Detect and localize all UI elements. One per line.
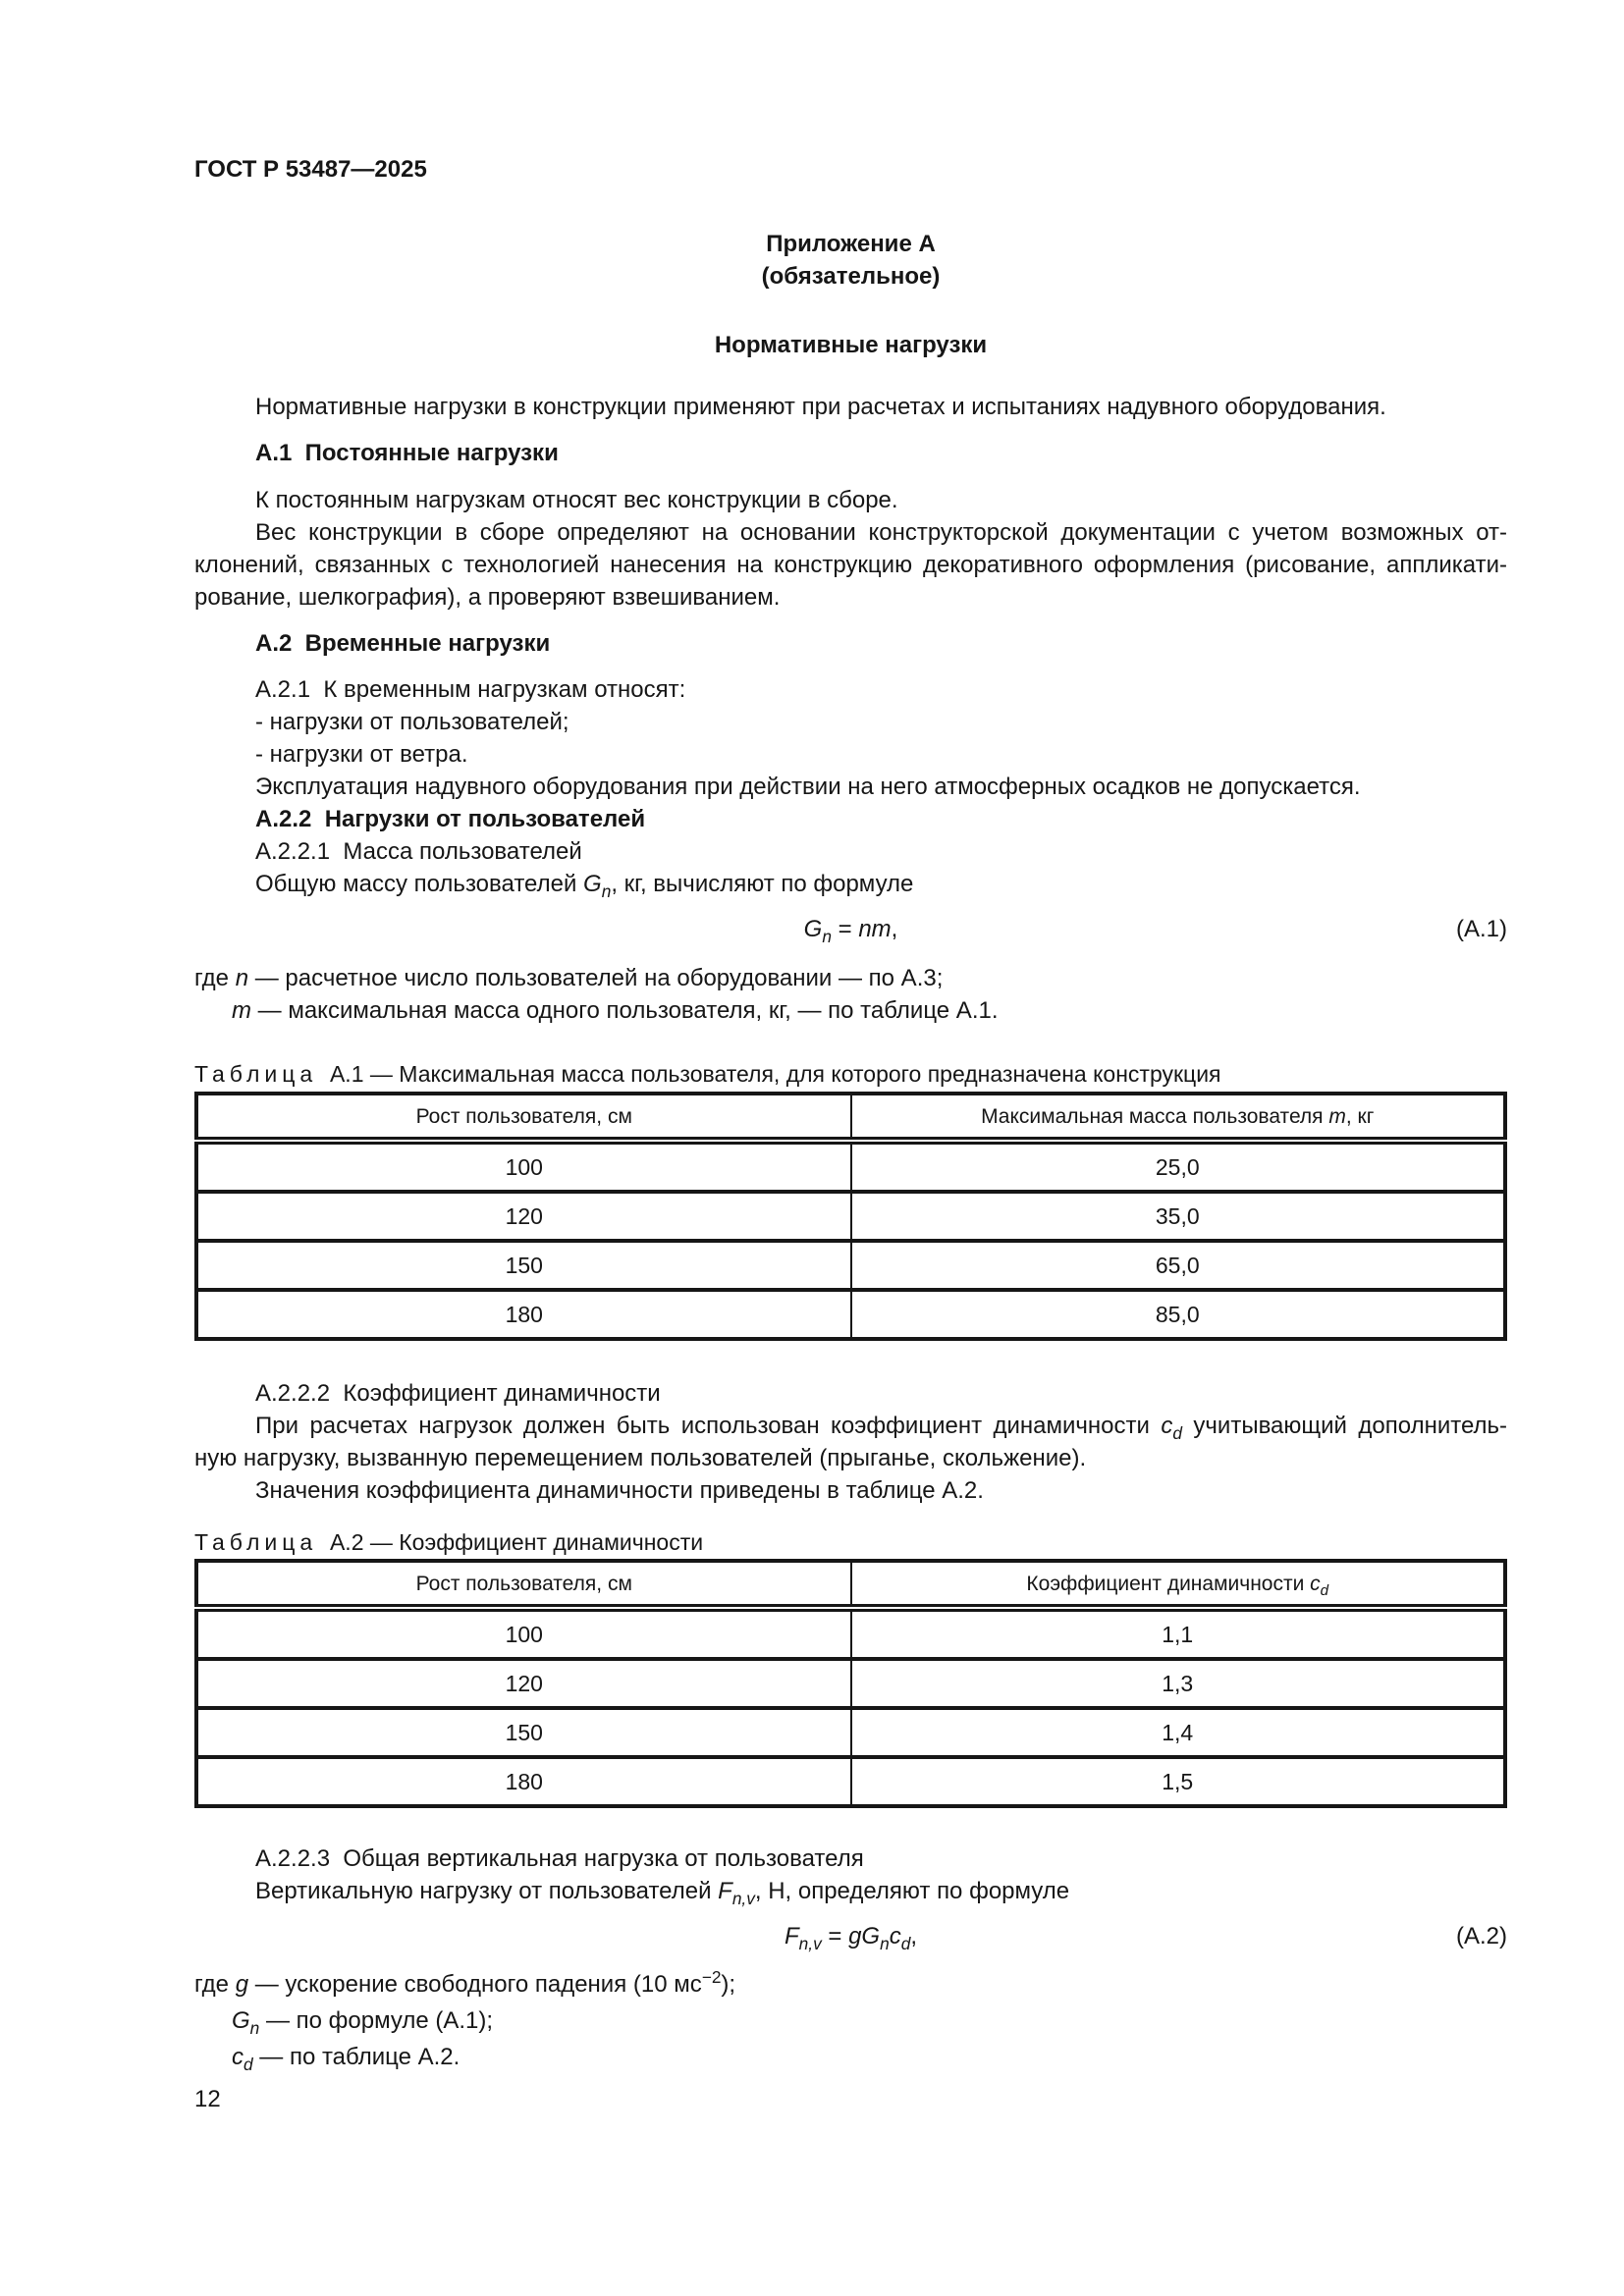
text-run: );	[721, 1971, 736, 1998]
where-a2-line3	[194, 2039, 1507, 2075]
table-row	[196, 1757, 1505, 1806]
appendix-type: (обязательное)	[761, 263, 941, 290]
var-c: c	[1161, 1413, 1173, 1439]
table-row	[196, 1241, 1505, 1290]
a222-paragraph-1	[194, 1410, 1507, 1507]
formula-a1	[803, 916, 898, 946]
page-content	[0, 153, 1624, 2115]
sub-n: n	[880, 1933, 890, 1953]
caption-text: А.1 — Максимальная масса пользователя, для которого предназначена конструкция	[317, 1061, 1221, 1087]
equals-sign: =	[821, 1923, 849, 1949]
text-run: При расчетах нагрузок должен быть использован коэффициент динамичности	[255, 1413, 1162, 1439]
table-row	[196, 1141, 1505, 1192]
text-run: — по формуле (А.1);	[259, 2007, 494, 2034]
var-G: G	[232, 2007, 250, 2034]
var-F: F	[718, 1878, 732, 1904]
a222-p1-line2: ную нагрузку, вызванную перемещением пользователей (прыганье, скольжение).	[194, 1445, 1087, 1471]
table-cell: 120	[196, 1192, 851, 1241]
section-a222-heading: А.2.2.2 Коэффициент динамичности	[255, 1380, 661, 1407]
formula-a1-row	[194, 910, 1507, 949]
text-run: — расчетное число пользователей на оборудовании — по А.3;	[248, 965, 944, 991]
page-number: 12	[194, 2086, 221, 2112]
formula-a2-label: (А.2)	[1455, 1923, 1507, 1949]
text-run: Максимальная масса пользователя	[981, 1104, 1329, 1128]
table-a2	[194, 1559, 1507, 1808]
table-cell: 25,0	[851, 1141, 1506, 1192]
where-a1-line2	[194, 994, 1507, 1027]
where-a2-line1	[194, 1966, 1507, 2002]
superscript: −2	[701, 1967, 722, 1987]
table-a1	[194, 1092, 1507, 1341]
sub-d: d	[1172, 1422, 1182, 1443]
text-run: — по таблице А.2.	[252, 2044, 460, 2070]
text-run: учитывающий дополнитель-	[1181, 1413, 1508, 1439]
section-a1-heading: А.1 Постоянные нагрузки	[255, 440, 559, 466]
a221-mass-line	[194, 868, 1507, 900]
comma: ,	[891, 916, 898, 942]
where-a1-line1	[194, 962, 1507, 994]
formula-a1-label: (А.1)	[1455, 916, 1507, 942]
table-row	[196, 1708, 1505, 1757]
comma: ,	[910, 1923, 917, 1949]
a1-p2-line3: рование, шелкография), а проверяют взвешиванием.	[194, 584, 781, 611]
table-row	[196, 1608, 1505, 1659]
table-cell: 120	[196, 1659, 851, 1708]
var-nm: nm	[858, 916, 892, 942]
a222-p1-line1	[194, 1410, 1507, 1442]
table-a2-col2-header	[851, 1561, 1506, 1608]
section-a22-heading: А.2.2 Нагрузки от пользователей	[255, 806, 646, 832]
a1-p2-line2: клонений, связанных с технологией нанесения на конструкцию декоративного оформления (рисование, аппликати-	[194, 552, 1507, 578]
var-m: m	[232, 997, 251, 1024]
section-a223-heading: А.2.2.3 Общая вертикальная нагрузка от пользователя	[255, 1845, 864, 1872]
table-row	[196, 1659, 1505, 1708]
table-row	[196, 1192, 1505, 1241]
var-c: c	[1310, 1572, 1321, 1595]
text-run: Общую массу пользователей	[255, 871, 584, 897]
page-header: ГОСТ Р 53487—2025	[194, 156, 427, 183]
formula-a2-row	[194, 1917, 1507, 1956]
var-G: G	[583, 871, 602, 897]
var-n: n	[235, 965, 249, 991]
text-run: — ускорение свободного падения (10 мс	[248, 1971, 702, 1998]
var-gG: gG	[848, 1923, 881, 1949]
table-cell: 150	[196, 1708, 851, 1757]
var-c: c	[232, 2044, 244, 2070]
equals-sign: =	[831, 916, 859, 942]
text-run: , Н, определяют по формуле	[754, 1878, 1070, 1904]
text-run: — максимальная масса одного пользователя, кг, — по таблице А.1.	[251, 997, 999, 1024]
section-a221-heading: А.2.2.1 Масса пользователей	[255, 838, 582, 865]
a222-paragraph-2: Значения коэффициента динамичности приведены в таблице А.2.	[255, 1477, 984, 1504]
where-a2-block	[194, 1966, 1507, 2075]
a2-paragraph-1: Эксплуатация надувного оборудования при действии на него атмосферных осадков не допускается.	[255, 774, 1361, 800]
intro-paragraph: Нормативные нагрузки в конструкции применяют при расчетах и испытаниях надувного оборудования.	[255, 394, 1386, 420]
sub-n: n	[601, 881, 612, 901]
a223-paragraph-1	[194, 1875, 1507, 1907]
table-cell: 65,0	[851, 1241, 1506, 1290]
sub-n: n	[249, 2017, 260, 2038]
table-cell: 35,0	[851, 1192, 1506, 1241]
a2-list-item-2: - нагрузки от ветра.	[255, 741, 468, 768]
table-a1-caption	[194, 1058, 1507, 1091]
sub-nv: n,v	[798, 1933, 822, 1953]
appendix-label: Приложение А	[766, 231, 936, 257]
formula-a2	[785, 1923, 917, 1953]
var-c: c	[889, 1923, 901, 1949]
text-run: , кг	[1345, 1104, 1375, 1128]
var-G: G	[803, 916, 823, 942]
section-a2-body	[194, 673, 1507, 900]
table-a1-col1-header: Рост пользователя, см	[196, 1094, 851, 1141]
table-cell: 1,5	[851, 1757, 1506, 1806]
sub-d: d	[1320, 1581, 1329, 1599]
table-cell: 1,1	[851, 1608, 1506, 1659]
section-a2-heading: А.2 Временные нагрузки	[255, 630, 551, 657]
sub-d: d	[244, 2054, 253, 2074]
appendix-main-heading: Нормативные нагрузки	[714, 332, 988, 358]
var-m: m	[1328, 1104, 1346, 1128]
table-a2-caption	[194, 1526, 1507, 1559]
table-cell: 150	[196, 1241, 851, 1290]
a1-paragraph-2	[194, 516, 1507, 614]
table-row	[196, 1290, 1505, 1339]
text-run: Вертикальную нагрузку от пользователей	[255, 1878, 719, 1904]
table-a1-header-row	[196, 1094, 1505, 1141]
caption-word: Таблица	[194, 1061, 318, 1087]
table-cell: 1,3	[851, 1659, 1506, 1708]
a1-paragraph-1: К постоянным нагрузкам относят вес конструкции в сборе.	[255, 487, 898, 513]
table-cell: 1,4	[851, 1708, 1506, 1757]
a21-line: А.2.1 К временным нагрузкам относят:	[255, 676, 686, 703]
table-a2-col1-header: Рост пользователя, см	[196, 1561, 851, 1608]
sub-nv: n,v	[731, 1888, 755, 1908]
table-a2-header-row	[196, 1561, 1505, 1608]
a2-list-item-1: - нагрузки от пользователей;	[255, 709, 569, 735]
appendix-title-block	[194, 228, 1507, 293]
var-F: F	[785, 1923, 799, 1949]
caption-text: А.2 — Коэффициент динамичности	[317, 1529, 704, 1555]
a1-p2-line1: Вес конструкции в сборе определяют на основании конструкторской документации с учетом возможных от-	[255, 519, 1507, 546]
table-a1-col2-header	[851, 1094, 1506, 1141]
table-cell: 100	[196, 1141, 851, 1192]
text-run: где	[194, 1971, 236, 1998]
table-cell: 180	[196, 1757, 851, 1806]
text-run: Коэффициент динамичности	[1026, 1572, 1311, 1595]
text-run: , кг, вычисляют по формуле	[611, 871, 914, 897]
sub-n: n	[822, 926, 832, 946]
sub-d: d	[900, 1933, 911, 1953]
table-cell: 180	[196, 1290, 851, 1339]
table-cell: 100	[196, 1608, 851, 1659]
caption-word: Таблица	[194, 1529, 318, 1555]
where-a2-line2	[194, 2002, 1507, 2039]
where-a1-block	[194, 962, 1507, 1027]
text-run: где	[194, 965, 236, 991]
table-cell: 85,0	[851, 1290, 1506, 1339]
var-g: g	[235, 1971, 249, 1998]
